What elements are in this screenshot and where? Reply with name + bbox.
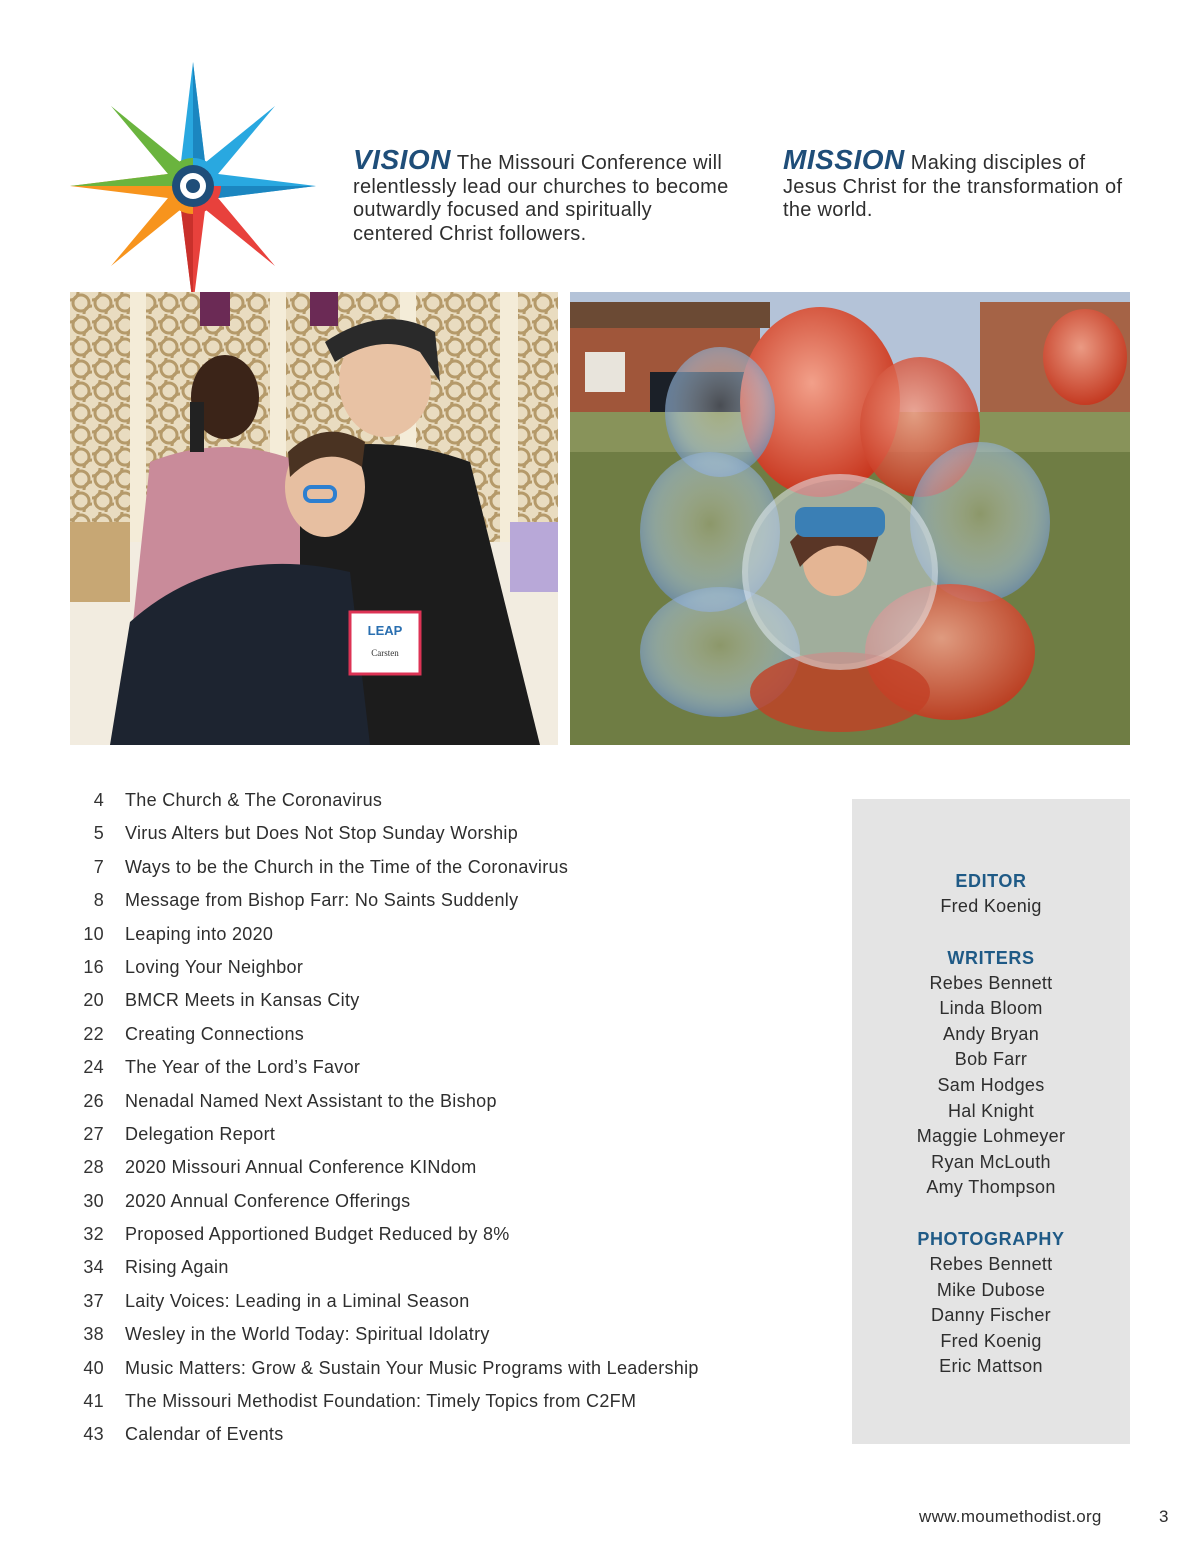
- toc-item[interactable]: [70, 1358, 830, 1391]
- vision-keyword: VISION: [353, 144, 451, 175]
- mission-text: Making disciples of Jesus Christ for the transformation of the world.: [783, 152, 1123, 221]
- toc-title: BMCR Meets in Kansas City: [125, 990, 360, 1011]
- toc-title: Message from Bishop Farr: No Saints Suddenly: [125, 890, 519, 911]
- vision-text: The Missouri Conference will relentlessly lead our churches to become outwardly focused and spiritually centered Christ followers.: [353, 152, 729, 245]
- toc-title: Loving Your Neighbor: [125, 956, 304, 977]
- toc-title: 2020 Missouri Annual Conference KINdom: [125, 1157, 477, 1178]
- toc-page-number: 4: [93, 790, 104, 810]
- toc-item[interactable]: [70, 957, 830, 990]
- toc-title: Music Matters: Grow & Sustain Your Music Programs with Leadership: [125, 1357, 699, 1378]
- mission-statement: [783, 144, 1143, 223]
- editor-heading: EDITOR: [955, 871, 1027, 891]
- toc-title: Leaping into 2020: [125, 923, 274, 944]
- toc-title: Creating Connections: [125, 1023, 305, 1044]
- toc-page-number: 41: [83, 1391, 104, 1412]
- photography-block: [852, 1226, 1130, 1380]
- writers-name: Sam Hodges: [937, 1074, 1045, 1095]
- toc-item[interactable]: [70, 924, 830, 957]
- toc-item[interactable]: [70, 1391, 830, 1424]
- toc-item[interactable]: [70, 1157, 830, 1190]
- toc-title: Delegation Report: [125, 1123, 276, 1144]
- toc-title: Rising Again: [125, 1257, 229, 1278]
- toc-title: Virus Alters but Does Not Stop Sunday Worship: [125, 823, 519, 844]
- page-number: 3: [1159, 1507, 1169, 1526]
- writers-name: Hal Knight: [947, 1100, 1035, 1121]
- toc-item[interactable]: [70, 1124, 830, 1157]
- credits-panel: [852, 799, 1130, 1444]
- table-of-contents: [70, 790, 830, 1458]
- badge-name-text: Carsten: [371, 648, 399, 658]
- writers-name: Ryan McLouth: [931, 1151, 1051, 1172]
- photography-name: Eric Mattson: [939, 1356, 1043, 1377]
- toc-page-number: 43: [83, 1424, 104, 1445]
- toc-title: Nenadal Named Next Assistant to the Bishop: [125, 1090, 497, 1111]
- toc-page-number: 28: [83, 1157, 104, 1178]
- toc-page-number: 27: [83, 1123, 104, 1144]
- toc-title: The Missouri Methodist Foundation: Timely Topics from C2FM: [125, 1391, 637, 1412]
- toc-item[interactable]: [70, 790, 830, 823]
- toc-title: The Year of the Lord’s Favor: [125, 1057, 361, 1078]
- toc-page-number: 10: [83, 923, 104, 944]
- toc-page-number: 7: [93, 856, 104, 877]
- badge-leap-text: LEAP: [367, 623, 403, 638]
- toc-item[interactable]: [70, 1024, 830, 1057]
- toc-page-number: 38: [83, 1324, 104, 1345]
- toc-page-number: 26: [83, 1090, 104, 1111]
- editor-name: Fred Koenig: [940, 896, 1042, 916]
- toc-page-number: 20: [83, 990, 104, 1011]
- toc-page-number: 32: [83, 1224, 104, 1245]
- toc-item[interactable]: [70, 1091, 830, 1124]
- toc-item[interactable]: [70, 857, 830, 890]
- vision-statement: [353, 144, 733, 246]
- toc-page-number: 22: [83, 1023, 104, 1044]
- mission-keyword: MISSION: [783, 144, 905, 175]
- photography-name: Danny Fischer: [931, 1305, 1051, 1326]
- toc-title: 2020 Annual Conference Offerings: [125, 1190, 411, 1211]
- photo-bubble-ball: [570, 292, 1130, 745]
- toc-page-number: 24: [83, 1057, 104, 1078]
- toc-item[interactable]: [70, 1324, 830, 1357]
- toc-item[interactable]: [70, 1257, 830, 1290]
- photography-heading: PHOTOGRAPHY: [917, 1228, 1065, 1249]
- toc-title: Wesley in the World Today: Spiritual Idolatry: [125, 1324, 490, 1345]
- toc-item[interactable]: [70, 1424, 830, 1457]
- photo-youth-hug: [70, 292, 558, 745]
- writers-name: Linda Bloom: [939, 998, 1043, 1019]
- toc-title: Laity Voices: Leading in a Liminal Season: [125, 1290, 470, 1311]
- toc-item[interactable]: [70, 1191, 830, 1224]
- toc-page-number: 16: [83, 956, 104, 977]
- toc-page-number: 30: [83, 1190, 104, 1211]
- toc-title: Proposed Apportioned Budget Reduced by 8%: [125, 1224, 510, 1245]
- writers-name: Amy Thompson: [926, 1177, 1056, 1198]
- editor-block: [852, 868, 1130, 920]
- toc-page-number: 8: [93, 890, 104, 911]
- writers-name: Bob Farr: [954, 1049, 1028, 1070]
- toc-item[interactable]: [70, 990, 830, 1023]
- writers-block: [852, 945, 1130, 1201]
- compass-star-logo: [68, 62, 318, 308]
- writers-heading: WRITERS: [947, 947, 1035, 968]
- toc-title: Calendar of Events: [125, 1424, 284, 1445]
- toc-page-number: 5: [93, 823, 104, 844]
- photography-name: Mike Dubose: [936, 1279, 1046, 1300]
- toc-item[interactable]: [70, 890, 830, 923]
- toc-item[interactable]: [70, 823, 830, 856]
- toc-title: The Church & The Coronavirus: [125, 790, 383, 810]
- website-link[interactable]: www.moumethodist.org: [919, 1507, 1102, 1526]
- toc-title: Ways to be the Church in the Time of the Coronavirus: [125, 856, 569, 877]
- toc-page-number: 34: [83, 1257, 104, 1278]
- writers-name: Maggie Lohmeyer: [916, 1126, 1066, 1147]
- toc-item[interactable]: [70, 1057, 830, 1090]
- photography-name: Fred Koenig: [940, 1330, 1042, 1351]
- writers-name: Rebes Bennett: [929, 972, 1053, 993]
- toc-page-number: 40: [83, 1357, 104, 1378]
- toc-item[interactable]: [70, 1224, 830, 1257]
- writers-name: Andy Bryan: [942, 1023, 1040, 1044]
- photography-name: Rebes Bennett: [929, 1253, 1053, 1274]
- toc-page-number: 37: [83, 1290, 104, 1311]
- toc-item[interactable]: [70, 1291, 830, 1324]
